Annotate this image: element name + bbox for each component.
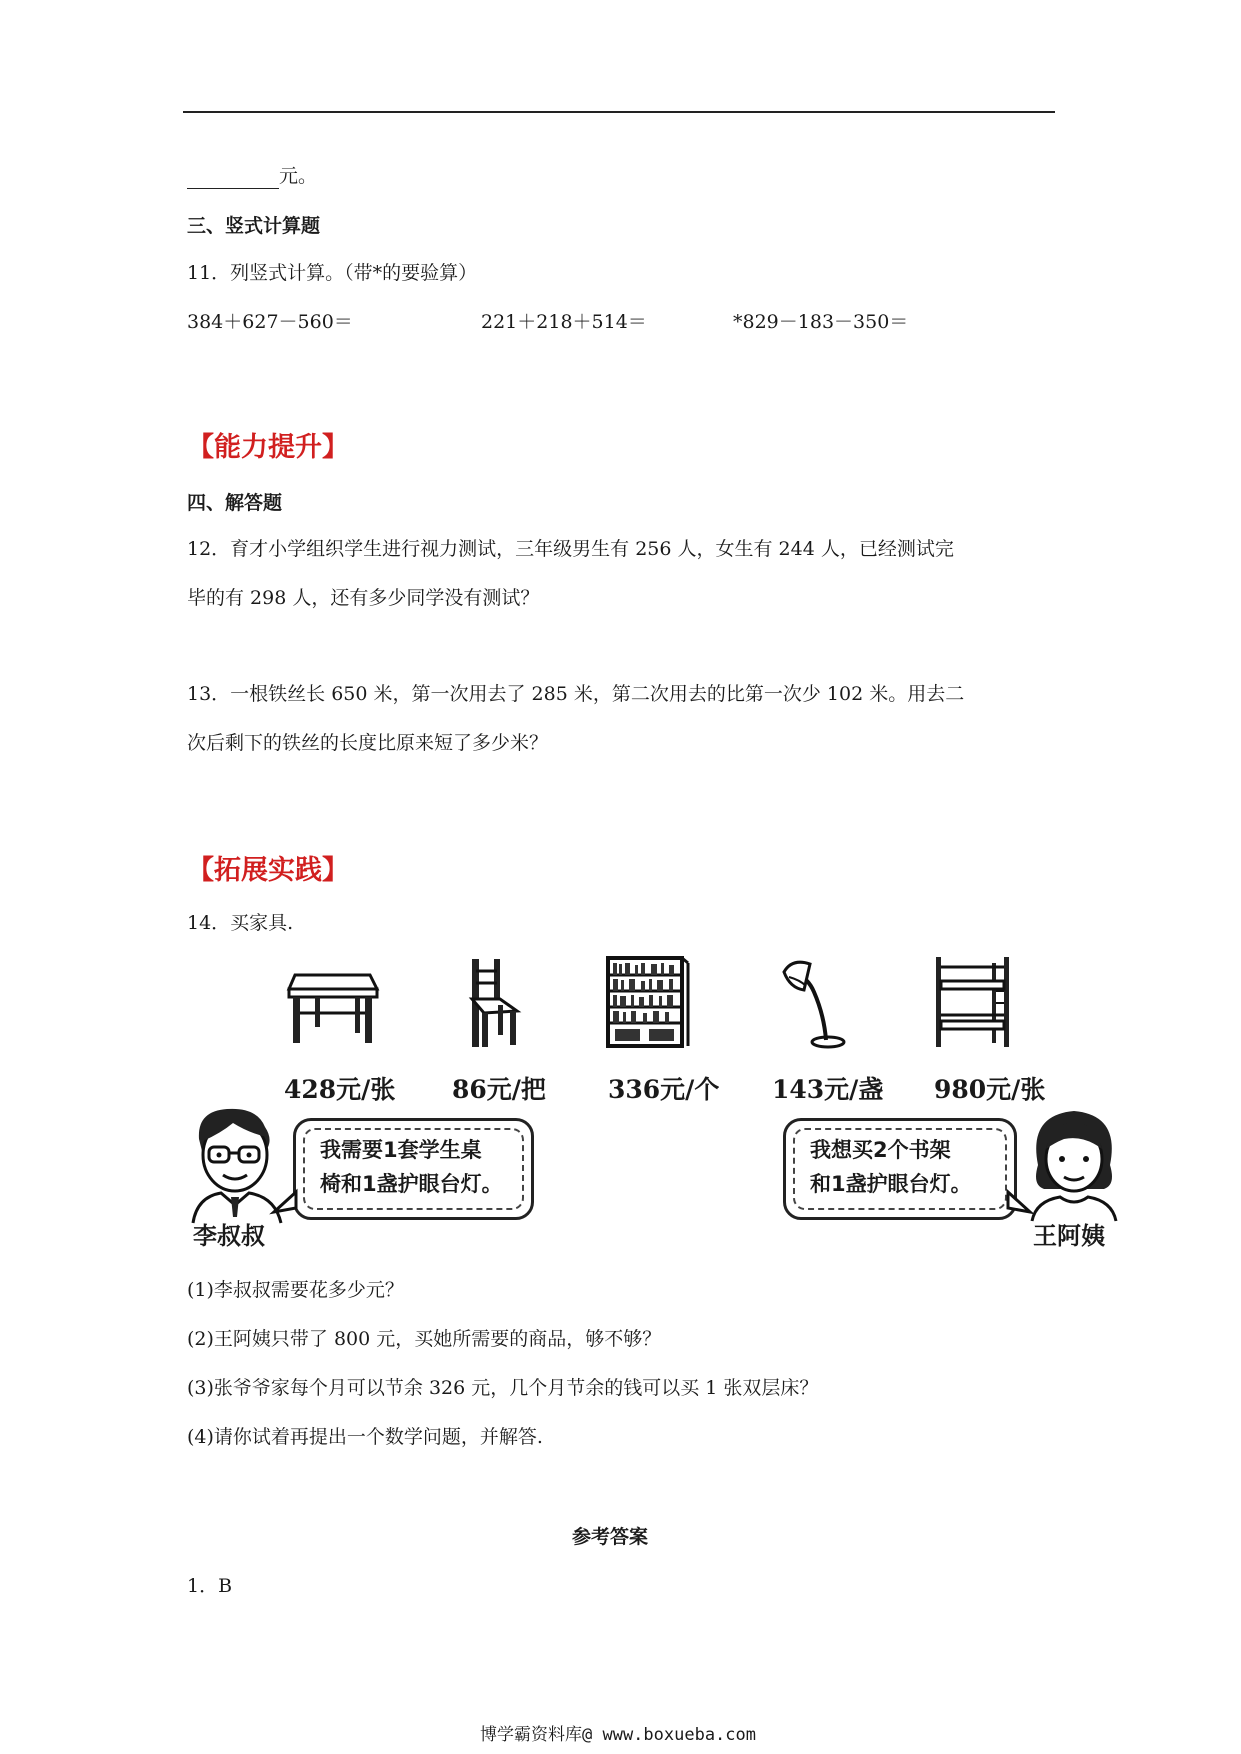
price-bookshelf: 336元/个 <box>608 1075 720 1104</box>
price-lamp: 143元/盏 <box>772 1075 884 1104</box>
aunt-wang-speech-bubble <box>783 1118 1017 1220</box>
aunt-wang-avatar <box>1024 1105 1124 1223</box>
expression-1: 384＋627－560＝ <box>187 311 353 333</box>
question-12-line2: 毕的有 298 人，还有多少同学没有测试？ <box>187 587 540 609</box>
aunt-wang-name: 王阿姨 <box>1033 1222 1105 1250</box>
price-bunk-bed: 980元/张 <box>934 1075 1046 1104</box>
bookshelf-icon <box>605 955 690 1050</box>
subquestion-1: (1)李叔叔需要花多少元？ <box>187 1279 404 1301</box>
footer-watermark: 博学霸资料库@ www.boxueba.com <box>480 1725 756 1745</box>
uncle-bubble-tail <box>270 1190 300 1220</box>
uncle-li-speech-bubble <box>293 1118 534 1220</box>
question-13-line1: 13．一根铁丝长 650 米，第一次用去了 285 米，第二次用去的比第一次少 102 米。用去二 <box>187 683 965 705</box>
blank[interactable] <box>187 170 279 189</box>
expression-2: 221＋218＋514＝ <box>481 311 647 333</box>
uncle-li-name: 李叔叔 <box>193 1222 265 1250</box>
desk-icon <box>285 965 380 1047</box>
answer-1: 1．B <box>187 1575 233 1597</box>
subquestion-2: (2)王阿姨只带了 800 元，买她所需要的商品，够不够？ <box>187 1328 662 1350</box>
price-chair: 86元/把 <box>452 1075 546 1104</box>
bunk-bed-icon <box>932 955 1014 1050</box>
question-13-line2: 次后剩下的铁丝的长度比原来短了多少米？ <box>187 732 549 754</box>
price-desk: 428元/张 <box>284 1075 396 1104</box>
blank-suffix: 元。 <box>279 165 318 187</box>
subquestion-3: (3)张爷爷家每个月可以节余 326 元，几个月节余的钱可以买 1 张双层床？ <box>187 1377 819 1399</box>
answers-title: 参考答案 <box>572 1526 649 1548</box>
desk-lamp-icon <box>780 960 850 1050</box>
question-11: 11．列竖式计算。（带*的要验算） <box>187 262 478 284</box>
header-rule <box>183 111 1055 113</box>
question-14: 14．买家具. <box>187 912 294 934</box>
chair-icon <box>462 955 522 1050</box>
aunt-speech-line2: 和1盏护眼台灯。 <box>810 1172 972 1196</box>
section-title-practice: 【拓展实践】 <box>187 855 349 886</box>
uncle-speech-line2: 椅和1盏护眼台灯。 <box>320 1172 503 1196</box>
section-heading-solve: 四、解答题 <box>187 492 283 514</box>
section-title-ability: 【能力提升】 <box>187 432 349 463</box>
answer-blank-line <box>187 163 317 189</box>
aunt-speech-line1: 我想买2个书架 <box>810 1138 951 1162</box>
expression-3: *829－183－350＝ <box>733 311 909 333</box>
section-heading-calc: 三、竖式计算题 <box>187 215 321 237</box>
subquestion-4: (4)请你试着再提出一个数学问题，并解答. <box>187 1426 543 1448</box>
question-12-line1: 12．育才小学组织学生进行视力测试，三年级男生有 256 人，女生有 244 人，已经测试完 <box>187 538 954 560</box>
uncle-speech-line1: 我需要1套学生桌 <box>320 1138 482 1162</box>
